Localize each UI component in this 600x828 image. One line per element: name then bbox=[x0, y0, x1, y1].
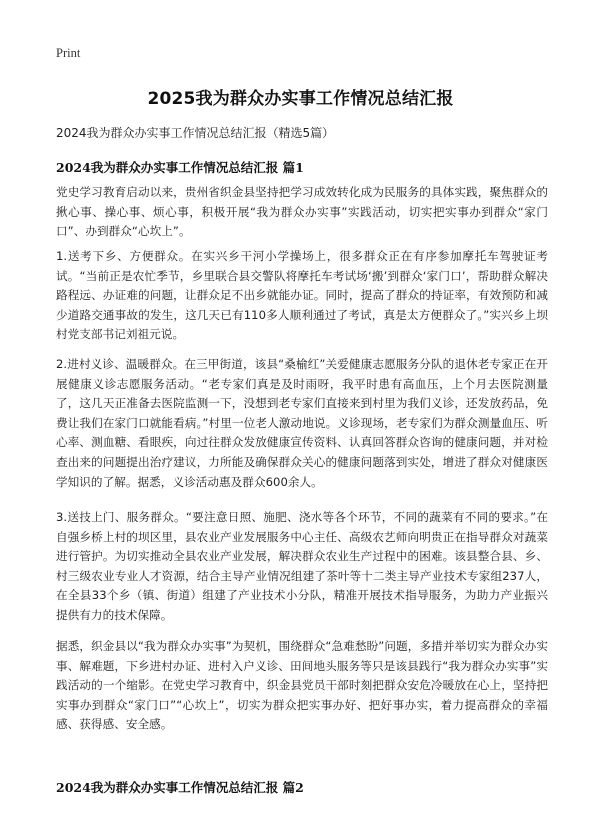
paragraph-item-3: 3.送技上门、服务群众。“要注意日照、施肥、浇水等各个环节，不同的蔬菜有不同的要求。”在自强乡桥上村的坝区里，县农业产业发展服务中心主任、高级农艺师向明贵正在指导群众对蔬菜进行管护。为切实推动全县农业产业发展，解决群众农业生产过程中的困难。该县整合县、乡、村三级农业专业人才资源，结合主导产业情况组建了茶叶等十二类主导产业技术专家组237人，在全县33个乡（镇、街道）组建了产业技术小分队，精准开展技术指导服务，为助力产业振兴提供有力的技术保障。 bbox=[56, 510, 548, 622]
document-title: 2025我为群众办实事工作情况总结汇报 bbox=[147, 89, 454, 109]
paragraph-intro: 党史学习教育启动以来，贵州省织金县坚持把学习成效转化成为民服务的具体实践，聚焦群众的揪心事、操心事、烦心事，积极开展“我为群众办实事”实践活动，切实把实事办到群众“家门口”、办到群众“心坎上”。 bbox=[56, 185, 548, 239]
paragraph-item-1: 1.送考下乡、方便群众。在实兴乡干河小学操场上，很多群众正在有序参加摩托车驾驶证考试。“当前正是农忙季节，乡里联合县交警队将摩托车考试场‘搬’到群众‘家门口’，帮助群众解决路程远、办证难的问题，让群众足不出乡就能办证。同时，提高了群众的持证率，有效预防和减少道路交通事故的发生，这几天已有110多人顺利通过了考试，真是太方便群众了。”实兴乡上坝村党支部书记刘祖元说。 bbox=[56, 249, 548, 342]
paragraph-summary: 据悉，织金县以“我为群众办实事”为契机，围绕群众“急难愁盼”问题，多措并举切实为群众办实事、解难题，下乡进村办证、进村入户义诊、田间地头服务等只是该县践行“我为群众办实事”实践活动的一个缩影。在党史学习教育中，织金县党员干部时刻把群众安危冷暖放在心上，坚持把实事办到群众“家门口”“心坎上”，切实为群众把实事办好、把好事办实，着力提高群众的幸福感、获得感、安全感。 bbox=[56, 639, 548, 732]
section-heading-1: 2024我为群众办实事工作情况总结汇报 篇1 bbox=[56, 160, 304, 175]
print-link[interactable]: Print bbox=[56, 46, 81, 60]
section-heading-2: 2024我为群众办实事工作情况总结汇报 篇2 bbox=[56, 780, 304, 795]
document-subtitle: 2024我为群众办实事工作情况总结汇报（精选5篇） bbox=[56, 126, 335, 140]
paragraph-item-2: 2.进村义诊、温暖群众。在三甲街道，该县“桑榆红”关爱健康志愿服务分队的退休老专家正在开展健康义诊志愿服务活动。“老专家们真是及时雨呀，我平时患有高血压，上个月去医院测量了，这几天正准备去医院监测一下，没想到老专家们直接来到村里为我们义诊，还发放药品，免费让我们在家门口就能看病。”村里一位老人激动地说。义诊现场，老专家们为群众测量血压、听心率、测血糖、看眼疾，向过往群众发放健康宣传资料、认真回答群众咨询的健康问题，并对检查出来的问题提出治疗建议，力所能及确保群众关心的健康问题落到实处，增进了群众对健康医学知识的了解。据悉，义诊活动惠及群众600余人。 bbox=[56, 357, 548, 489]
